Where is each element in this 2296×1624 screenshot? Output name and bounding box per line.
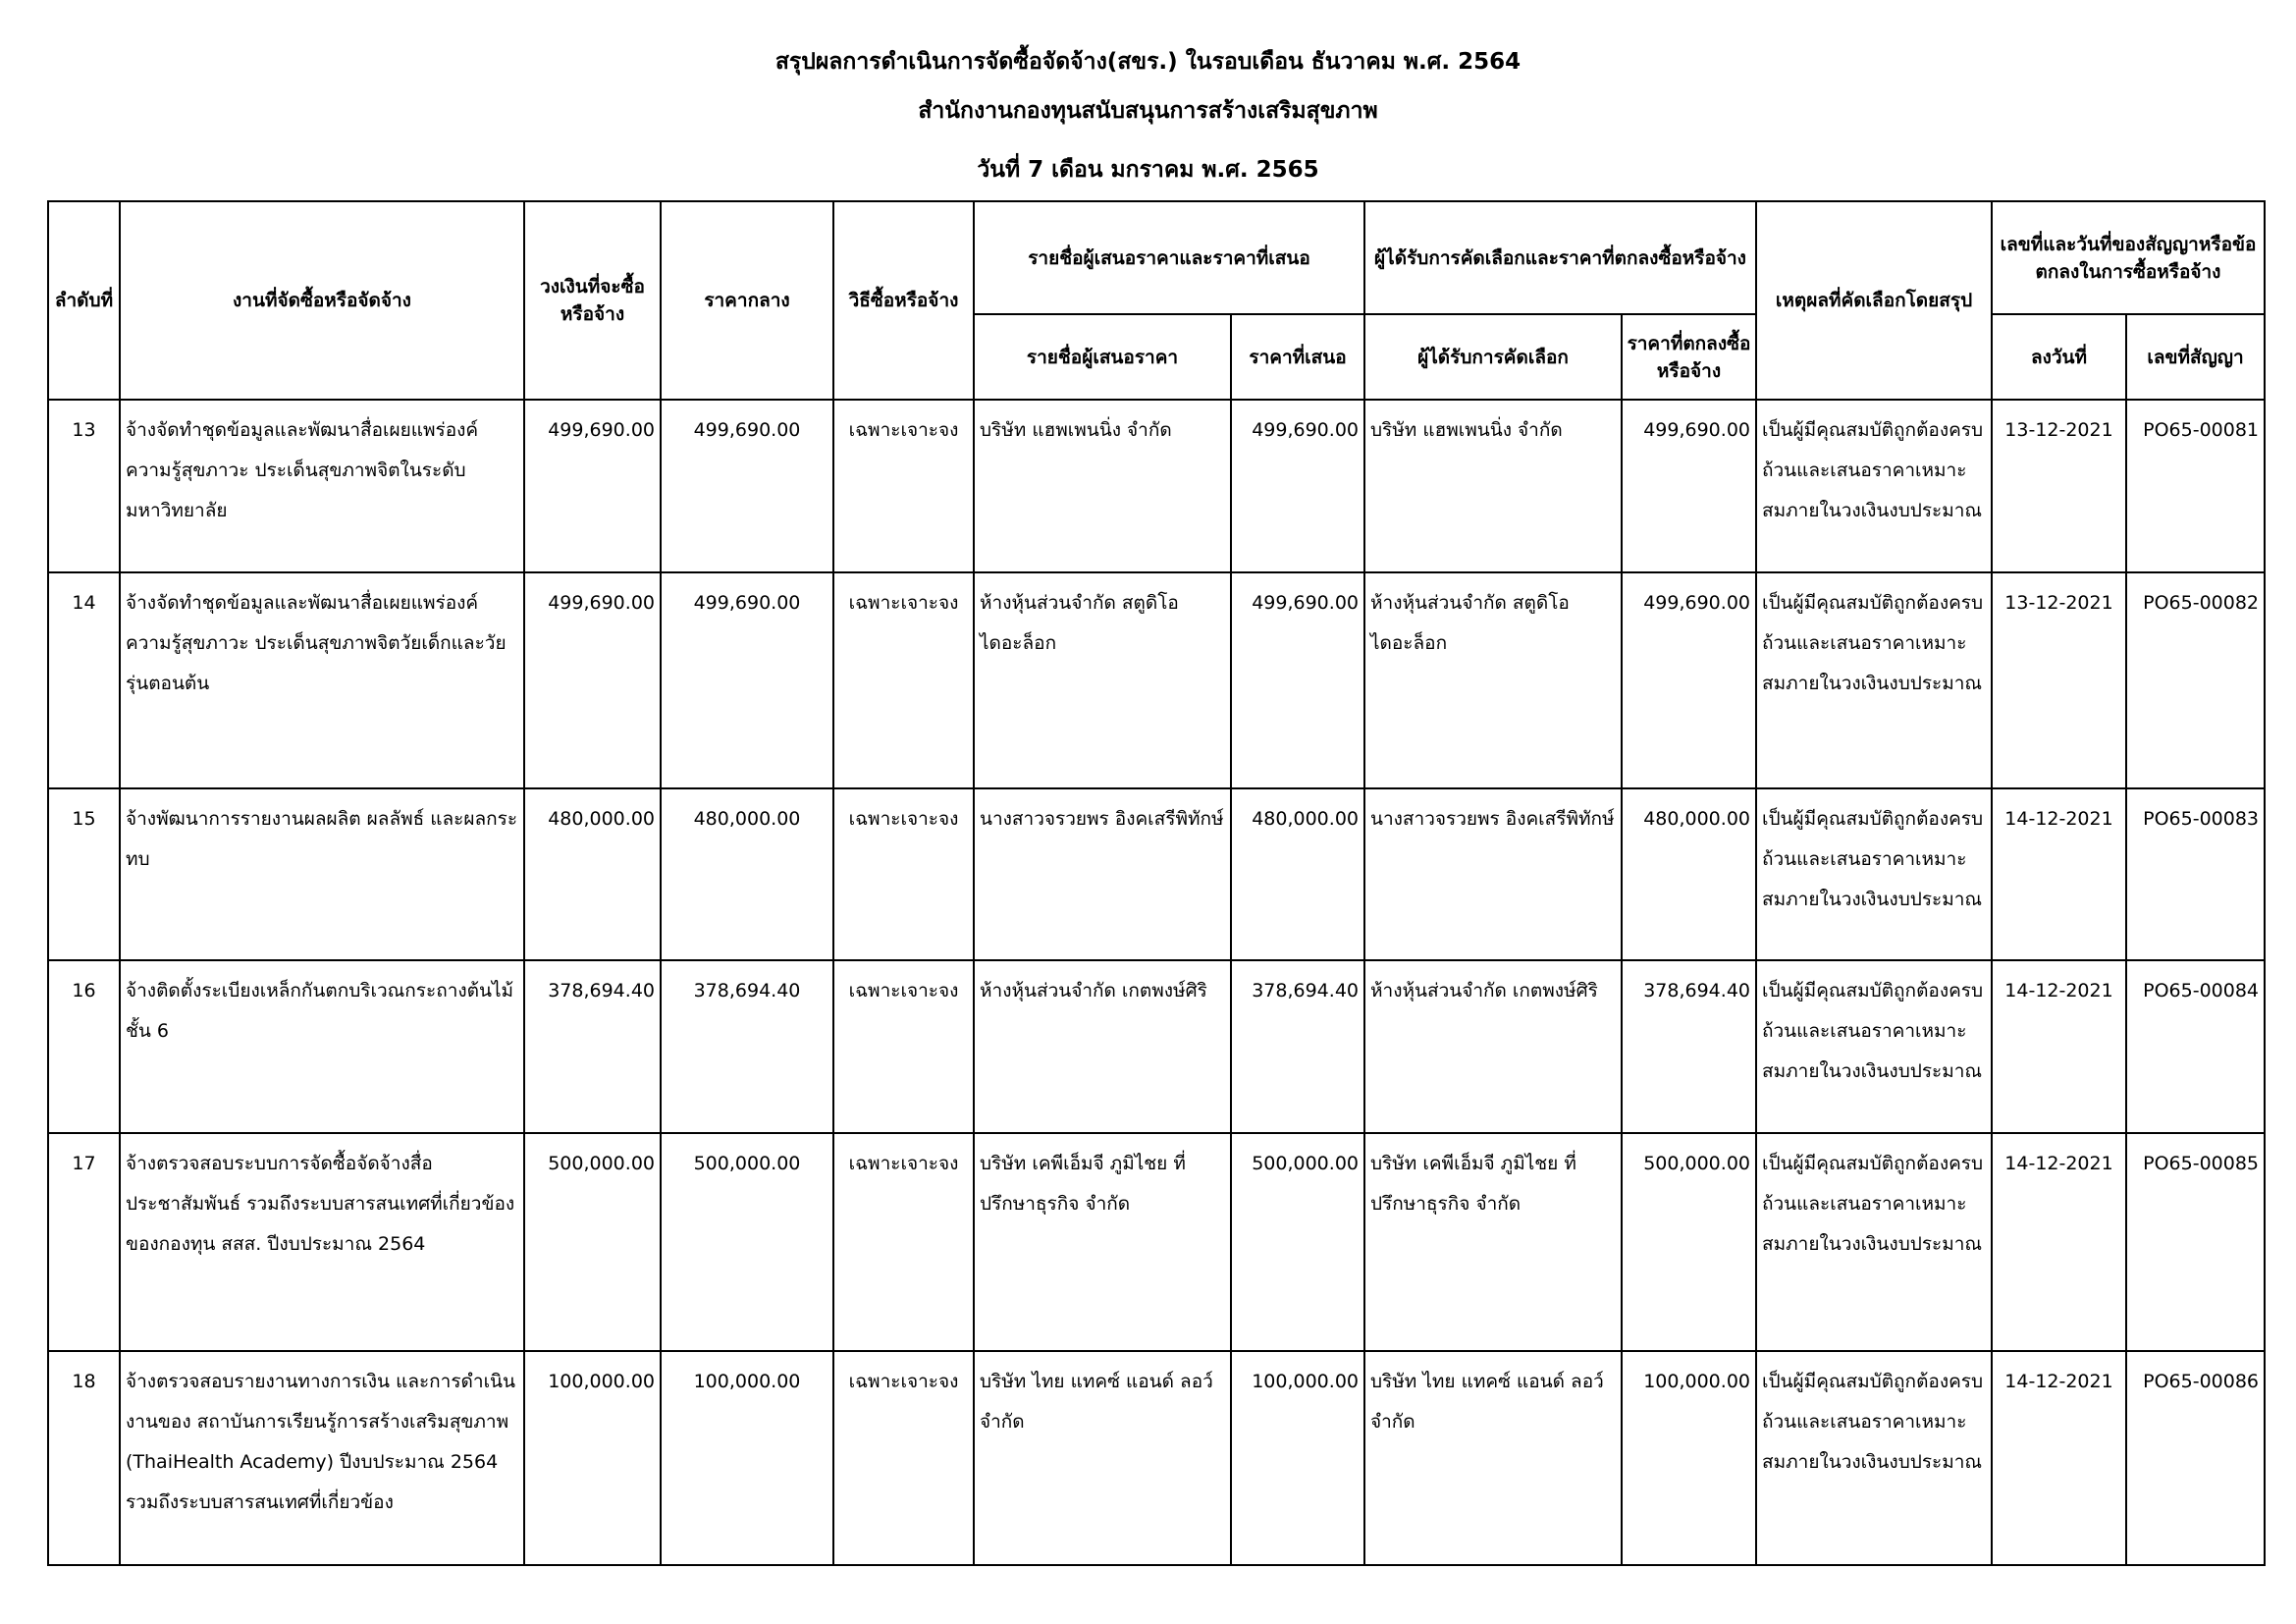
cell-bid-price: 499,690.00 xyxy=(1231,572,1364,788)
col-header-bidder-name: รายชื่อผู้เสนอราคา xyxy=(974,314,1231,400)
col-header-selected-name: ผู้ได้รับการคัดเลือก xyxy=(1364,314,1622,400)
cell-contract-date: 14-12-2021 xyxy=(1992,788,2126,960)
cell-agreed-price: 499,690.00 xyxy=(1622,400,1756,572)
cell-budget: 499,690.00 xyxy=(524,400,661,572)
cell-no: 16 xyxy=(48,960,120,1133)
cell-contract-no: PO65-00081 xyxy=(2126,400,2265,572)
cell-no: 14 xyxy=(48,572,120,788)
cell-reason: เป็นผู้มีคุณสมบัติถูกต้องครบถ้วนและเสนอราคาเหมาะสมภายในวงเงินงบประมาณ xyxy=(1756,788,1992,960)
cell-method: เฉพาะเจาะจง xyxy=(833,1133,974,1351)
cell-work: จ้างจัดทำชุดข้อมูลและพัฒนาสื่อเผยแพร่องค์ความรู้สุขภาวะ ประเด็นสุขภาพจิตในระดับมหาวิทยาลัย xyxy=(120,400,524,572)
cell-selected: ห้างหุ้นส่วนจำกัด เกตพงษ์ศิริ xyxy=(1364,960,1622,1133)
table-row xyxy=(48,400,2265,572)
cell-bid-price: 499,690.00 xyxy=(1231,400,1364,572)
cell-work: จ้างจัดทำชุดข้อมูลและพัฒนาสื่อเผยแพร่องค์ความรู้สุขภาวะ ประเด็นสุขภาพจิตวัยเด็กและวัยรุ่นตอนต้น xyxy=(120,572,524,788)
col-header-agreed-price: ราคาที่ตกลงซื้อหรือจ้าง xyxy=(1622,314,1756,400)
col-header-reason: เหตุผลที่คัดเลือกโดยสรุป xyxy=(1756,201,1992,400)
cell-bidder: บริษัท เคพีเอ็มจี ภูมิไชย ที่ปรึกษาธุรกิจ จำกัด xyxy=(974,1133,1231,1351)
cell-bidder: บริษัท แฮพเพนนิ่ง จำกัด xyxy=(974,400,1231,572)
cell-bid-price: 378,694.40 xyxy=(1231,960,1364,1133)
cell-contract-date: 13-12-2021 xyxy=(1992,400,2126,572)
table-row xyxy=(48,1351,2265,1565)
cell-bidder: ห้างหุ้นส่วนจำกัด เกตพงษ์ศิริ xyxy=(974,960,1231,1133)
cell-work: จ้างตรวจสอบรายงานทางการเงิน และการดำเนินงานของ สถาบันการเรียนรู้การสร้างเสริมสุขภาพ (ThaiHealth Academy) ปีงบประมาณ 2564 รวมถึงระบบสารสนเทศที่เกี่ยวข้อง xyxy=(120,1351,524,1565)
cell-agreed-price: 480,000.00 xyxy=(1622,788,1756,960)
cell-bid-price: 100,000.00 xyxy=(1231,1351,1364,1565)
cell-work: จ้างพัฒนาการรายงานผลผลิต ผลลัพธ์ และผลกระทบ xyxy=(120,788,524,960)
organization-name: สำนักงานกองทุนสนับสนุนการสร้างเสริมสุขภาพ xyxy=(918,98,1378,124)
col-header-budget: วงเงินที่จะซื้อหรือจ้าง xyxy=(524,201,661,400)
cell-budget: 499,690.00 xyxy=(524,572,661,788)
procurement-table xyxy=(47,200,2266,1566)
cell-reason: เป็นผู้มีคุณสมบัติถูกต้องครบถ้วนและเสนอราคาเหมาะสมภายในวงเงินงบประมาณ xyxy=(1756,1133,1992,1351)
cell-method: เฉพาะเจาะจง xyxy=(833,788,974,960)
cell-reason: เป็นผู้มีคุณสมบัติถูกต้องครบถ้วนและเสนอราคาเหมาะสมภายในวงเงินงบประมาณ xyxy=(1756,400,1992,572)
cell-median-price: 499,690.00 xyxy=(661,572,833,788)
cell-bid-price: 500,000.00 xyxy=(1231,1133,1364,1351)
cell-method: เฉพาะเจาะจง xyxy=(833,400,974,572)
cell-selected: บริษัท ไทย แทคซ์ แอนด์ ลอว์ จำกัด xyxy=(1364,1351,1622,1565)
cell-agreed-price: 499,690.00 xyxy=(1622,572,1756,788)
cell-bidder: นางสาวจรวยพร อิงคเสรีพิทักษ์ xyxy=(974,788,1231,960)
cell-budget: 500,000.00 xyxy=(524,1133,661,1351)
cell-reason: เป็นผู้มีคุณสมบัติถูกต้องครบถ้วนและเสนอราคาเหมาะสมภายในวงเงินงบประมาณ xyxy=(1756,572,1992,788)
col-header-bidders-group: รายชื่อผู้เสนอราคาและราคาที่เสนอ xyxy=(974,201,1364,314)
cell-selected: ห้างหุ้นส่วนจำกัด สตูดิโอ ไดอะล็อก xyxy=(1364,572,1622,788)
col-header-method: วิธีซื้อหรือจ้าง xyxy=(833,201,974,400)
cell-budget: 378,694.40 xyxy=(524,960,661,1133)
col-header-contract-group: เลขที่และวันที่ของสัญญาหรือข้อตกลงในการซื้อหรือจ้าง xyxy=(1992,201,2265,314)
cell-contract-no: PO65-00085 xyxy=(2126,1133,2265,1351)
cell-selected: บริษัท เคพีเอ็มจี ภูมิไชย ที่ปรึกษาธุรกิจ จำกัด xyxy=(1364,1133,1622,1351)
col-header-selected-group: ผู้ได้รับการคัดเลือกและราคาที่ตกลงซื้อหรือจ้าง xyxy=(1364,201,1756,314)
cell-method: เฉพาะเจาะจง xyxy=(833,960,974,1133)
cell-agreed-price: 100,000.00 xyxy=(1622,1351,1756,1565)
col-header-work: งานที่จัดซื้อหรือจัดจ้าง xyxy=(120,201,524,400)
cell-median-price: 500,000.00 xyxy=(661,1133,833,1351)
cell-median-price: 499,690.00 xyxy=(661,400,833,572)
cell-budget: 480,000.00 xyxy=(524,788,661,960)
table-header xyxy=(48,201,2265,400)
cell-work: จ้างติดตั้งระเบียงเหล็กกันตกบริเวณกระถางต้นไม้ชั้น 6 xyxy=(120,960,524,1133)
col-header-no: ลำดับที่ xyxy=(48,201,120,400)
cell-reason: เป็นผู้มีคุณสมบัติถูกต้องครบถ้วนและเสนอราคาเหมาะสมภายในวงเงินงบประมาณ xyxy=(1756,960,1992,1133)
cell-bidder: บริษัท ไทย แทคซ์ แอนด์ ลอว์ จำกัด xyxy=(974,1351,1231,1565)
cell-budget: 100,000.00 xyxy=(524,1351,661,1565)
cell-no: 13 xyxy=(48,400,120,572)
cell-no: 17 xyxy=(48,1133,120,1351)
report-title: สรุปผลการดำเนินการจัดซื้อจัดจ้าง(สขร.) ในรอบเดือน ธันวาคม พ.ศ. 2564 xyxy=(774,49,1522,75)
table-row xyxy=(48,960,2265,1133)
cell-contract-date: 13-12-2021 xyxy=(1992,572,2126,788)
report-date: วันที่ 7 เดือน มกราคม พ.ศ. 2565 xyxy=(977,157,1319,183)
cell-agreed-price: 378,694.40 xyxy=(1622,960,1756,1133)
cell-median-price: 378,694.40 xyxy=(661,960,833,1133)
cell-work: จ้างตรวจสอบระบบการจัดซื้อจัดจ้างสื่อประชาสัมพันธ์ รวมถึงระบบสารสนเทศที่เกี่ยวข้องของกองทุน สสส. ปีงบประมาณ 2564 xyxy=(120,1133,524,1351)
table-row xyxy=(48,788,2265,960)
cell-contract-no: PO65-00082 xyxy=(2126,572,2265,788)
cell-contract-date: 14-12-2021 xyxy=(1992,1133,2126,1351)
cell-median-price: 480,000.00 xyxy=(661,788,833,960)
cell-contract-no: PO65-00084 xyxy=(2126,960,2265,1133)
cell-selected: บริษัท แฮพเพนนิ่ง จำกัด xyxy=(1364,400,1622,572)
cell-method: เฉพาะเจาะจง xyxy=(833,572,974,788)
col-header-bid-price: ราคาที่เสนอ xyxy=(1231,314,1364,400)
col-header-contract-date: ลงวันที่ xyxy=(1992,314,2126,400)
col-header-contract-no: เลขที่สัญญา xyxy=(2126,314,2265,400)
table-row xyxy=(48,1133,2265,1351)
cell-reason: เป็นผู้มีคุณสมบัติถูกต้องครบถ้วนและเสนอราคาเหมาะสมภายในวงเงินงบประมาณ xyxy=(1756,1351,1992,1565)
cell-bidder: ห้างหุ้นส่วนจำกัด สตูดิโอ ไดอะล็อก xyxy=(974,572,1231,788)
table-body xyxy=(48,400,2265,1565)
cell-contract-date: 14-12-2021 xyxy=(1992,1351,2126,1565)
cell-no: 15 xyxy=(48,788,120,960)
cell-method: เฉพาะเจาะจง xyxy=(833,1351,974,1565)
col-header-median-price: ราคากลาง xyxy=(661,201,833,400)
cell-bid-price: 480,000.00 xyxy=(1231,788,1364,960)
table-row xyxy=(48,572,2265,788)
cell-agreed-price: 500,000.00 xyxy=(1622,1133,1756,1351)
cell-median-price: 100,000.00 xyxy=(661,1351,833,1565)
cell-no: 18 xyxy=(48,1351,120,1565)
cell-contract-no: PO65-00086 xyxy=(2126,1351,2265,1565)
cell-contract-date: 14-12-2021 xyxy=(1992,960,2126,1133)
cell-contract-no: PO65-00083 xyxy=(2126,788,2265,960)
cell-selected: นางสาวจรวยพร อิงคเสรีพิทักษ์ xyxy=(1364,788,1622,960)
